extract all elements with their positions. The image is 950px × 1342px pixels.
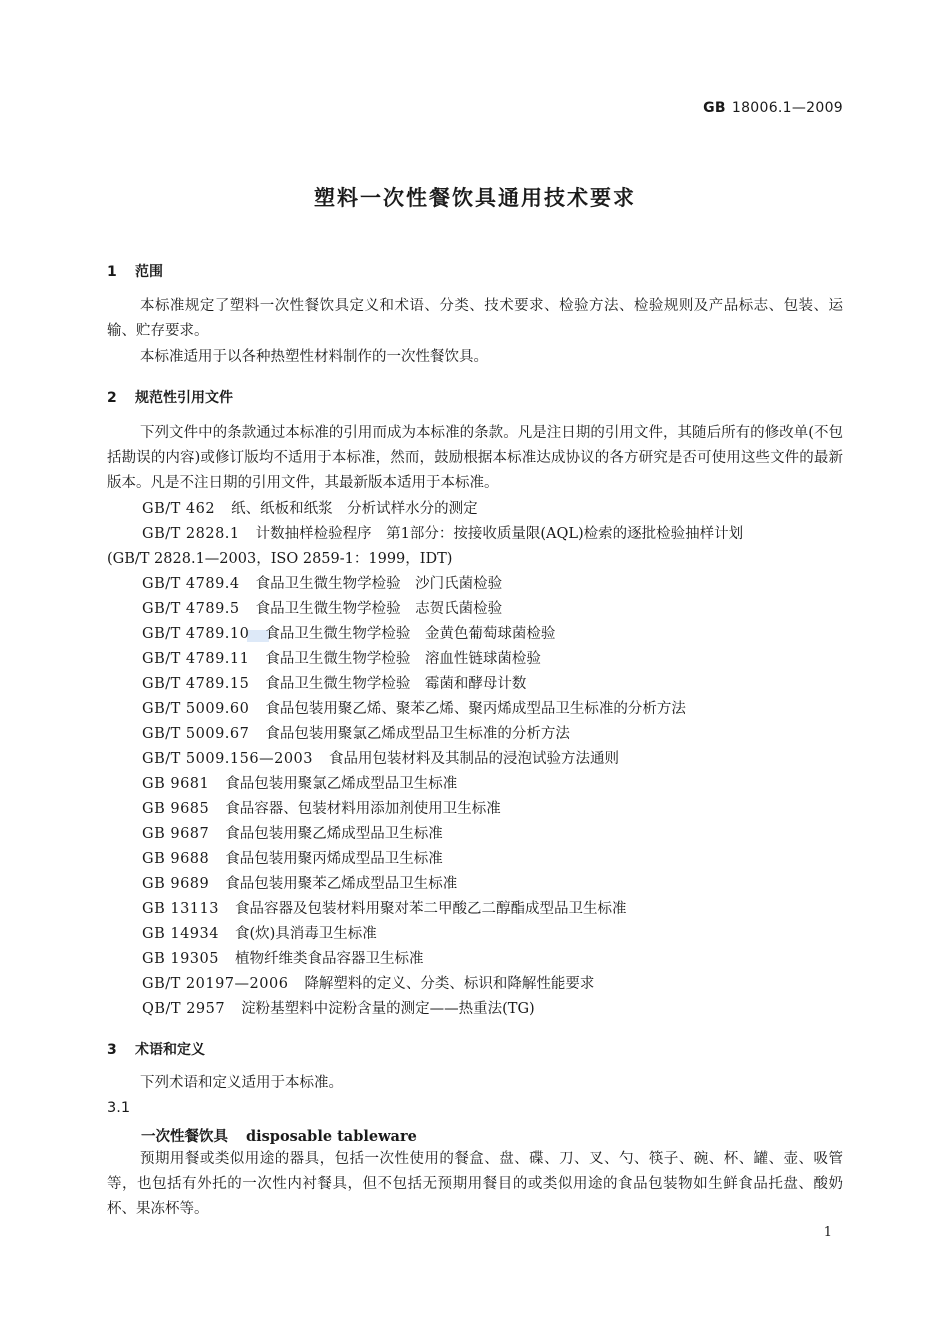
section-3-paragraph-1: 下列术语和定义适用于本标准。 [140, 1075, 343, 1091]
section-1-heading [107, 261, 163, 281]
section-1-paragraph-1: 本标准规定了塑料一次性餐饮具定义和术语、分类、技术要求、检验方法、检验规则及产品标志、包装、运输、贮存要求。 [107, 298, 843, 339]
section-1-paragraph-2: 本标准适用于以各种热塑性材料制作的一次性餐饮具。 [140, 349, 488, 365]
reference-title: 食品包装用聚氯乙烯成型品卫生标准的分析方法 [265, 726, 570, 742]
reference-title: 食品卫生微生物学检验 志贺氏菌检验 [255, 601, 503, 617]
reference-title: 计数抽样检验程序 第1部分：按接收质量限(AQL)检索的逐批检验抽样计划 [255, 526, 744, 542]
reference-title: 食品包装用聚丙烯成型品卫生标准 [225, 851, 443, 867]
reference-code: GB 9681 [142, 776, 210, 792]
reference-item [107, 922, 847, 947]
reference-title: 食品包装用聚乙烯成型品卫生标准 [225, 826, 443, 842]
term-entry [141, 1125, 417, 1146]
reference-item [107, 672, 847, 697]
term-definition: 预期用餐或类似用途的器具，包括一次性使用的餐盒、盘、碟、刀、叉、勺、筷子、碗、杯、罐、壶、吸管等，也包括有外托的一次性内衬餐具，但不包括无预期用餐目的或类似用途的食品包装物如生鲜食品托盘、酸奶杯、果冻杯等。 [107, 1151, 843, 1217]
reference-code: GB/T 5009.60 [142, 701, 250, 717]
reference-title: 食品用包装材料及其制品的浸泡试验方法通则 [329, 751, 619, 767]
reference-item [107, 797, 847, 822]
reference-code: GB/T 4789.4 [142, 576, 240, 592]
reference-title: 纸、纸板和纸浆 分析试样水分的测定 [231, 501, 478, 517]
section-title: 术语和定义 [135, 1042, 205, 1058]
reference-code: GB 19305 [142, 951, 219, 967]
reference-title: 降解塑料的定义、分类、标识和降解性能要求 [304, 976, 595, 992]
reference-title: 食品卫生微生物学检验 溶血性链球菌检验 [265, 651, 541, 667]
reference-list [107, 497, 847, 1022]
reference-code: GB/T 4789.11 [142, 651, 250, 667]
reference-item [107, 722, 847, 747]
standard-code: 18006.1—2009 [731, 100, 843, 116]
term-chinese: 一次性餐饮具 [141, 1128, 228, 1145]
standard-prefix: GB [703, 100, 726, 116]
reference-item [107, 822, 847, 847]
section-number: 3 [107, 1042, 117, 1058]
reference-item [107, 747, 847, 772]
reference-code: GB/T 2828.1 [142, 526, 240, 542]
reference-code: GB/T 4789.5 [142, 601, 240, 617]
reference-code: GB/T 20197—2006 [142, 976, 289, 992]
subsection-number: 3.1 [107, 1100, 131, 1116]
reference-code: GB/T 4789.15 [142, 676, 250, 692]
reference-item [107, 997, 847, 1022]
reference-title: 植物纤维类食品容器卫生标准 [234, 951, 424, 967]
reference-item [107, 947, 847, 972]
reference-title: 食品容器及包装材料用聚对苯二甲酸乙二醇酯成型品卫生标准 [234, 901, 627, 917]
reference-item [107, 497, 847, 522]
reference-title: 食品包装用聚氯乙烯成型品卫生标准 [225, 776, 458, 792]
reference-item [107, 597, 847, 622]
reference-title: 食品卫生微生物学检验 霉菌和酵母计数 [265, 676, 527, 692]
reference-item [107, 647, 847, 672]
reference-item [107, 772, 847, 797]
section-title: 规范性引用文件 [135, 390, 233, 406]
reference-title: 淀粉基塑料中淀粉含量的测定——热重法(TG) [241, 1001, 535, 1017]
reference-title: 食品包装用聚苯乙烯成型品卫生标准 [225, 876, 458, 892]
section-2-paragraph-1: 下列文件中的条款通过本标准的引用而成为本标准的条款。凡是注日期的引用文件，其随后所有的修改单(不包括勘误的内容)或修订版均不适用于本标准，然而，鼓励根据本标准达成协议的各方研究是否可使用这些文件的最新版本。凡是不注日期的引用文件，其最新版本适用于本标准。 [107, 425, 843, 491]
reference-item [107, 522, 847, 572]
reference-code: GB 9687 [142, 826, 210, 842]
reference-title: 食(炊)具消毒卫生标准 [234, 926, 377, 942]
reference-item [107, 697, 847, 722]
reference-item [107, 897, 847, 922]
reference-title: 食品卫生微生物学检验 沙门氏菌检验 [255, 576, 503, 592]
reference-item [107, 572, 847, 597]
reference-code: GB/T 4789.10 [142, 626, 250, 642]
reference-code: GB 14934 [142, 926, 219, 942]
reference-title: 食品容器、包装材料用添加剂使用卫生标准 [225, 801, 501, 817]
reference-code: GB 9689 [142, 876, 210, 892]
reference-item [107, 847, 847, 872]
reference-item [107, 872, 847, 897]
page-title: 塑料一次性餐饮具通用技术要求 [314, 186, 636, 210]
page-number: 1 [823, 1225, 832, 1240]
section-2-heading [107, 387, 233, 407]
reference-code: QB/T 2957 [142, 1001, 226, 1017]
reference-code: GB 9685 [142, 801, 210, 817]
reference-code: GB/T 5009.156—2003 [142, 751, 313, 767]
reference-code: GB/T 5009.67 [142, 726, 250, 742]
reference-item [107, 622, 847, 647]
standard-number [703, 100, 843, 116]
reference-item [107, 972, 847, 997]
reference-title: 食品包装用聚乙烯、聚苯乙烯、聚丙烯成型品卫生标准的分析方法 [265, 701, 686, 717]
section-number: 1 [107, 264, 117, 280]
section-title: 范围 [135, 264, 163, 280]
section-3-heading [107, 1039, 205, 1059]
reference-title: 食品卫生微生物学检验 金黄色葡萄球菌检验 [265, 626, 556, 642]
term-english: disposable tableware [246, 1128, 417, 1145]
section-number: 2 [107, 390, 117, 406]
reference-code: GB 13113 [142, 901, 219, 917]
reference-continuation: (GB/T 2828.1—2003，ISO 2859-1：1999，IDT) [107, 551, 453, 567]
reference-code: GB 9688 [142, 851, 210, 867]
reference-code: GB/T 462 [142, 501, 216, 517]
